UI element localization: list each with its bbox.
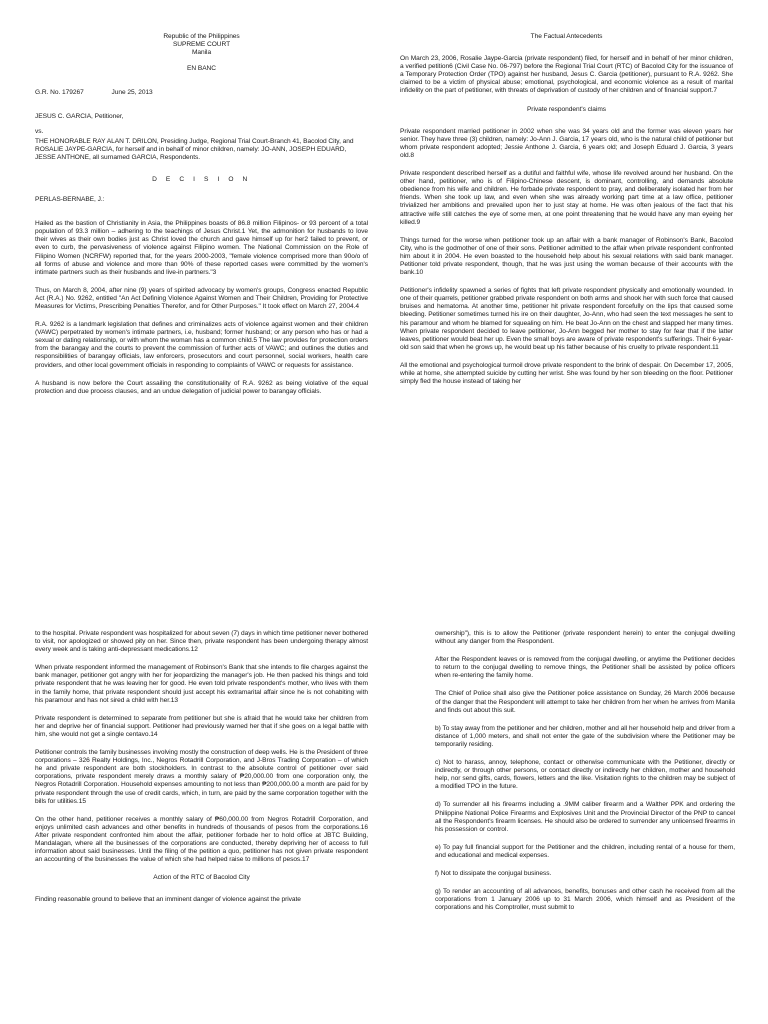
paragraph: A husband is now before the Court assailing the constitutionality of R.A. 9262 as being violative of the equal protection and due process clauses, and an undue delegation of judicial power to barangay officials. xyxy=(35,379,368,395)
section-title-private-respondent-claims: Private respondent's claims xyxy=(526,105,607,113)
paragraph: When private respondent informed the management of Robinson's Bank that she intends to file charges against the bank manager, petitioner got angry with her for jeopardizing the manager's job. He then packed his things and told private respondent that he was leaving her for good. He even told private respondent's mother, who lives with them in the family home, that private respondent should just accept his extramarital affair since he is not cohabiting with his paramour and has not sired a child with her.13 xyxy=(35,664,368,704)
gr-number: G.R. No. 179267 xyxy=(35,89,84,97)
paragraph: d) To surrender all his firearms including a .9MM caliber firearm and a Walther PPK and ordering the Philippine National Police Firearms and Explosives Unit and the Provincial Director of the PNP to cancel all the Respondent's firearm licenses. He should also be ordered to surrender any unlicensed firearms in his possession or control. xyxy=(435,801,735,833)
paragraph: All the emotional and psychological turmoil drove private respondent to the brink of despair. On December 17, 2005, while at home, she attempted suicide by cutting her wrist. She was found by her son bleeding on the floor. Petitioner simply fled the house instead of taking her xyxy=(400,361,733,386)
paragraph: Finding reasonable ground to believe that an imminent danger of violence against the private xyxy=(35,896,301,904)
header-city: Manila xyxy=(191,49,212,57)
paragraph: R.A. 9262 is a landmark legislation that defines and criminalizes acts of violence against women and their children (VAWC) perpetrated by women's intimate partners, i.e, husband; former husband; or any person who has or had a sexual or dating relationship, or with whom the woman has a common child.5 The law provides for protection orders from the barangay and the courts to prevent the commission of further acts of VAWC; and outlines the duties and responsibilities of barangay officials, law enforcers, prosecutors and court personnel, social workers, health care providers, and other local government officials in responding to complaints of VAWC or requests for assistance. xyxy=(35,321,368,369)
versus: vs. xyxy=(35,127,44,135)
paragraph: On the other hand, petitioner receives a monthly salary of ₱60,000.00 from Negros Rotadrill Corporation, and enjoys unlimited cash advances and other benefits in hundreds of thousands of pesos from the corporations.16 After private respondent confronted him about the affair, petitioner forbade her to hold office at JBTC Building, Mandalagan, where all the businesses of the corporations are conducted, thereby depriving her of access to full information about said businesses. Until the filing of the petition a quo, petitioner has not given private respondent an accounting of the businesses the value of which she had helped raise to millions of pesos.17 xyxy=(35,815,368,864)
paragraph: g) To render an accounting of all advances, benefits, bonuses and other cash he received from all the corporations from 1 January 2006 up to 31 March 2006, which himself and as President of the corporations and his Comptroller, must submit to xyxy=(435,888,735,912)
paragraph: Thus, on March 8, 2004, after nine (9) years of spirited advocacy by women's groups, Congress enacted Republic Act (R.A.) No. 9262, entitled "An Act Defining Violence Against Women and Their Children, Providing for Protective Measures for Victims, Prescribing Penalties Therefor, and for Other Purposes." It took effect on March 27, 2004.4 xyxy=(35,286,368,310)
paragraph: c) Not to harass, annoy, telephone, contact or otherwise communicate with the Petitioner, directly or indirectly, or through other persons, or contact directly or indirectly her children, mother and household help, nor send gifts, cards, flowers, letters and the like. Visitation rights to the children may be subject of a modified TPO in the future. xyxy=(435,759,735,791)
paragraph: Private respondent married petitioner in 2002 when she was 34 years old and the former was eleven years her senior. They have three (3) children, namely: Jo-Ann J. Garcia, 17 years old, who is the natural child of petitioner but whom private respondent adopted; Jessie Anthone J. Garcia, 6 years old; and Joseph Eduard J. Garcia, 3 years old.8 xyxy=(400,127,733,159)
paragraph: to the hospital. Private respondent was hospitalized for about seven (7) days in which time petitioner never bothered to visit, nor apologized or showed pity on her. Since then, private respondent has been undergoing therapy almost every week and is taking anti-depressant medications.12 xyxy=(35,630,368,654)
paragraph: The Chief of Police shall also give the Petitioner police assistance on Sunday, 26 March 2006 because of the danger that the Respondent will attempt to take her children from her when he arrives from Manila and finds out about this suit. xyxy=(435,690,735,714)
decision-date: June 25, 2013 xyxy=(111,89,153,97)
header-court: SUPREME COURT xyxy=(172,41,231,49)
header-division: EN BANC xyxy=(187,65,216,73)
section-title-factual-antecedents: The Factual Antecedents xyxy=(530,33,603,40)
decision-heading: D E C I S I O N xyxy=(152,175,251,183)
paragraph: On March 23, 2006, Rosalie Jaype-Garcia (private respondent) filed, for herself and in behalf of her minor children, a verified petition6 (Civil Case No. 06-797) before the Regional Trial Court (RTC) of Bacolod City for the issuance of a Temporary Protection Order (TPO) against her husband, Jesus C. Garcia (petitioner), pursuant to R.A. 9262. She claimed to be a victim of physical abuse; emotional, psychological, and economic violence as a result of marital infidelity on the part of petitioner, with threats of deprivation of custody of her children and of financial support.7 xyxy=(400,55,733,95)
court-header xyxy=(35,33,368,73)
paragraph: Petitioner controls the family businesses involving mostly the construction of deep wells. He is the President of three corporations – 326 Realty Holdings, Inc., Negros Rotadrill Corporation, and J-Bros Trading Corporation – of which he and private respondent are both stockholders. In contrast to the absolute control of petitioner over said corporations, private respondent merely draws a monthly salary of ₱20,000.00 from one corporation only, the Negros Rotadrill Corporation. Household expenses amounting to not less than ₱200,000.00 a month are paid for by private respondent through the use of credit cards, which, in turn, are paid by the same corporation together with the bills for utilities.15 xyxy=(35,749,368,805)
case-number-line xyxy=(35,89,368,97)
ponente: PERLAS-BERNABE, J.: xyxy=(35,196,105,204)
page-break xyxy=(0,584,768,624)
document-page-2 xyxy=(0,624,768,1024)
left-column xyxy=(35,630,368,914)
paragraph: Things turned for the worse when petitioner took up an affair with a bank manager of Robinson's Bank, Bacolod City, who is the godmother of one of their sons. Petitioner admitted to the affair when private respondent confronted him about it in 2004. He even boasted to the household help about his sexual relations with said bank manager. Petitioner told private respondent, though, that he was just using the woman because of their accounts with the bank.10 xyxy=(400,236,733,277)
paragraph: b) To stay away from the petitioner and her children, mother and all her household help and driver from a distance of 1,000 meters, and shall not enter the gate of the subdivision where the Petitioner may be temporarily residing. xyxy=(435,724,735,748)
party-petitioner: JESUS C. GARCIA, Petitioner, xyxy=(35,113,124,121)
paragraph: Hailed as the bastion of Christianity in Asia, the Philippines boasts of 86.8 million Filipinos- or 93 percent of a total population of 93.3 million – adhering to the teachings of Jesus Christ.1 Yet, the admonition for husbands to love their wives as their own bodies just as Christ loved the church and gave himself up for her2 failed to prevent, or even to curb, the pervasiveness of violence against Filipino women. The National Commission on the Role of Filipino Women (NCRFW) reported that, for the years 2000-2003, "female violence comprised more than 90o/o of all forms of abuse and violence and more than 90% of these reported cases were committed by the women's intimate partners such as their husbands and live-in partners."3 xyxy=(35,220,368,276)
paragraph: Petitioner's infidelity spawned a series of fights that left private respondent physically and emotionally wounded. In one of their quarrels, petitioner grabbed private respondent on both arms and shook her with such force that caused bruises and hematoma. At another time, petitioner hit private respondent forcefully on the lips that caused some bleeding. Petitioner sometimes turned his ire on their daughter, Jo-Ann, who had seen the text messages he sent to his paramour and whom he blamed for squealing on him. He beat Jo-Ann on the chest and slapped her many times. When private respondent decided to leave petitioner, Jo-Ann begged her mother to stay for fear that if the latter leaves, petitioner would beat her up. Even the small boys are aware of private respondent's sufferings. Their 6-year-old son said that when he grows up, he would beat up his father because of his cruelty to private respondent.11 xyxy=(400,287,733,351)
paragraph: e) To pay full financial support for the Petitioner and the children, including rental of a house for them, and educational and medical expenses. xyxy=(435,843,735,859)
right-column xyxy=(400,33,733,396)
paragraph: f) Not to dissipate the conjugal business. xyxy=(435,869,552,877)
header-republic: Republic of the Philippines xyxy=(163,33,240,40)
paragraph: ownership"), this is to allow the Petitioner (private respondent herein) to enter the conjugal dwelling without any danger from the Respondent. xyxy=(435,630,735,646)
paragraph: Private respondent described herself as a dutiful and faithful wife, whose life revolved around her husband. On the other hand, petitioner, who is of Filipino-Chinese descent, is dominant, controlling, and demands absolute obedience from his wife and children. He forbade private respondent to pray, and deliberately isolated her from her friends. When she took up law, and even when she was already working part time at a law office, petitioner trivialized her ambitions and prevailed upon her to just stay at home. He was often jealous of the fact that his attractive wife still catches the eye of some men, at one point threatening that he would have any man eyeing her killed.9 xyxy=(400,170,733,226)
paragraph: Private respondent is determined to separate from petitioner but she is afraid that he would take her children from her and deprive her of financial support. Petitioner had previously warned her that if she goes on a legal battle with him, she would not get a single centavo.14 xyxy=(35,714,368,738)
paragraph: After the Respondent leaves or is removed from the conjugal dwelling, or anytime the Petitioner decides to return to the conjugal dwelling to remove things, the Petitioner shall be assisted by police officers when re-entering the family home. xyxy=(435,656,735,680)
right-column xyxy=(435,630,735,922)
party-respondents: THE HONORABLE RAY ALAN T. DRILON, Presiding Judge, Regional Trial Court-Branch 41, Bacolod City, and ROSALIE JAYPE-GARCIA, for herself and in behalf of minor children, namely: JO-ANN, JOSEPH EDUARD, JESSE ANTHONE, all surnamed GARCIA, Respondents. xyxy=(35,137,354,161)
section-title-rtc-action: Action of the RTC of Bacolod City xyxy=(153,874,250,882)
left-column xyxy=(35,33,368,406)
